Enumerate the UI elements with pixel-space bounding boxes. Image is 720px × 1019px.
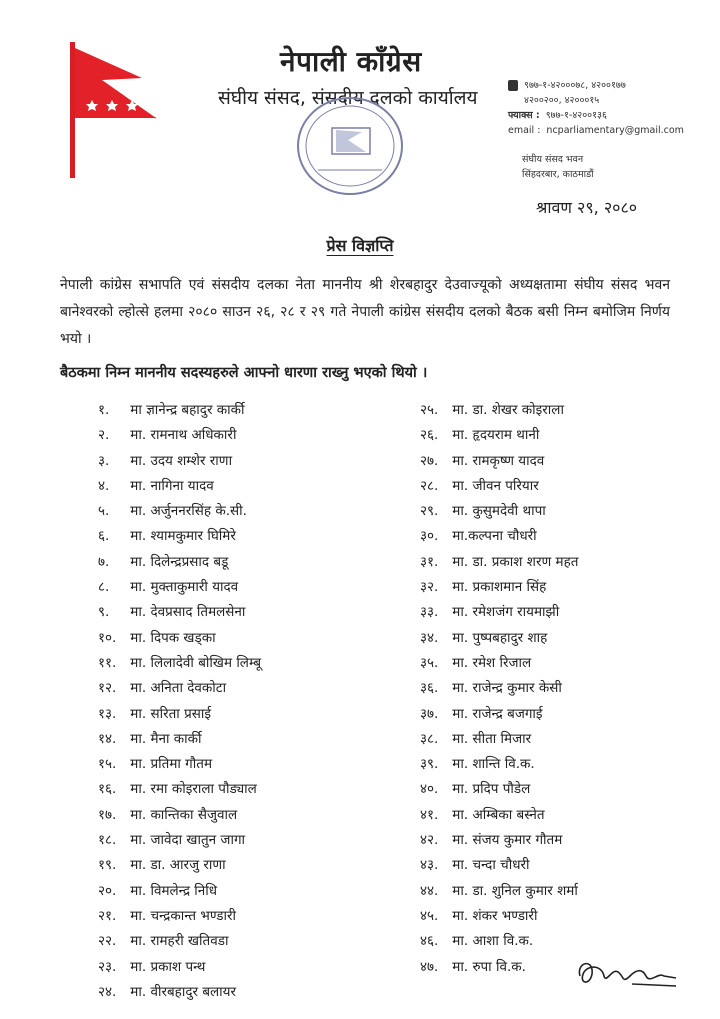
member-number: ३१. xyxy=(420,553,439,570)
member-number: १६. xyxy=(98,781,117,798)
attendance-title: बैठकमा निम्न माननीय सदस्यहरुले आफ्नो धारणा राख्नु भएको थियो । xyxy=(60,365,428,381)
member-number: २८. xyxy=(420,477,439,494)
member-item xyxy=(98,803,261,828)
member-name: मा. रामकृष्ण यादव xyxy=(448,452,545,469)
member-name: मा. दिपक खड्का xyxy=(126,629,216,646)
member-name: मा. दिलेन्द्रप्रसाद बडू xyxy=(126,553,229,570)
member-name: मा. मुक्ताकुमारी यादव xyxy=(126,579,239,596)
member-name: मा. डा. शुनिल कुमार शर्मा xyxy=(448,882,578,899)
member-name: मा. विमलेन्द्र निधि xyxy=(126,882,218,899)
member-name: मा. लिलादेवी बोखिम लिम्बू xyxy=(126,654,262,671)
member-name: मा. डा. प्रकाश शरण महत xyxy=(448,553,579,570)
members-list-left xyxy=(98,398,261,1005)
member-item xyxy=(98,651,261,676)
member-item xyxy=(98,449,261,474)
member-name: मा. संजय कुमार गौतम xyxy=(448,832,563,849)
member-name: मा. अम्बिका बस्नेत xyxy=(448,806,545,823)
member-number: ३६. xyxy=(420,680,439,697)
member-name: मा. उदय शम्शेर राणा xyxy=(126,452,233,469)
member-number: ३४. xyxy=(420,629,439,646)
member-number: २२. xyxy=(98,933,117,950)
member-item xyxy=(98,702,261,727)
member-number: ७. xyxy=(98,553,110,570)
member-number: ३५. xyxy=(420,654,439,671)
address-line-2: सिंहदरबार, काठमाडौं xyxy=(522,169,594,180)
member-name: मा. सरिता प्रसाई xyxy=(126,705,212,722)
member-name: मा. प्रकाशमान सिंह xyxy=(448,579,547,596)
member-item xyxy=(98,423,261,448)
member-name: मा. जावेदा खातुन जागा xyxy=(126,832,246,849)
member-number: १७. xyxy=(98,806,117,823)
member-name: मा. अर्जुननरसिंह के.सी. xyxy=(126,503,247,520)
member-number: १. xyxy=(98,402,110,418)
member-number: ५. xyxy=(98,503,110,520)
member-item xyxy=(420,752,578,777)
member-number: १९. xyxy=(98,857,117,874)
member-item xyxy=(420,828,578,853)
member-item xyxy=(98,499,261,524)
member-item xyxy=(98,879,261,904)
member-number: २६. xyxy=(420,427,439,444)
member-number: २. xyxy=(98,427,110,444)
contact-block xyxy=(508,78,713,138)
member-number: २०. xyxy=(98,882,117,899)
member-name: मा. रुपा वि.क. xyxy=(448,958,526,975)
member-name: मा. देवप्रसाद तिमलसेना xyxy=(126,604,246,621)
member-item xyxy=(98,398,261,423)
member-item xyxy=(420,777,578,802)
member-name: मा. राजेन्द्र कुमार केसी xyxy=(448,680,562,697)
member-item xyxy=(420,803,578,828)
member-number: १२. xyxy=(98,680,117,697)
member-name: मा. रामहरी खतिवडा xyxy=(126,933,229,950)
email-address: ncparliamentary@gmail.com xyxy=(546,125,684,136)
member-item xyxy=(420,651,578,676)
member-number: ४६. xyxy=(420,933,439,950)
member-item xyxy=(420,626,578,651)
member-item xyxy=(420,449,578,474)
member-name: मा. पुष्पबहादुर शाह xyxy=(448,629,548,646)
member-item xyxy=(420,702,578,727)
member-name: मा. प्रतिमा गौतम xyxy=(126,756,213,773)
member-number: २३. xyxy=(98,958,117,975)
member-item xyxy=(420,524,578,549)
member-item xyxy=(98,828,261,853)
member-item xyxy=(98,626,261,651)
member-name: मा. रमेश रिजाल xyxy=(448,654,532,671)
member-name: मा. चन्द्रकान्त भण्डारी xyxy=(126,907,237,924)
member-item xyxy=(420,676,578,701)
member-item xyxy=(98,575,261,600)
member-item xyxy=(420,575,578,600)
document-heading: प्रेस विज्ञप्ति xyxy=(326,236,394,255)
member-name: मा. चन्दा चौधरी xyxy=(448,857,530,874)
phone-numbers-2: ४२००२००, ४२०००१५ xyxy=(524,95,600,106)
member-name: मा. जीवन परियार xyxy=(448,477,539,494)
member-item xyxy=(98,474,261,499)
member-number: ३८. xyxy=(420,730,439,747)
member-item xyxy=(420,929,578,954)
phone-icon xyxy=(508,80,518,91)
member-number: ३२. xyxy=(420,579,439,596)
member-item xyxy=(420,955,578,980)
member-number: १३. xyxy=(98,705,117,722)
flag-icon xyxy=(64,40,174,180)
member-name: मा. शान्ति वि.क. xyxy=(448,756,535,773)
member-item xyxy=(98,600,261,625)
member-name: मा. श्यामकुमार घिमिरे xyxy=(126,528,236,545)
member-number: १४. xyxy=(98,730,117,747)
seal-stamp xyxy=(288,90,418,200)
member-item xyxy=(98,853,261,878)
member-number: ६. xyxy=(98,528,110,545)
member-number: ८. xyxy=(98,579,110,596)
phone-numbers: ९७७-१-४२०००७८, ४२००१७७ xyxy=(524,80,626,91)
member-item xyxy=(420,853,578,878)
member-number: २४. xyxy=(98,983,117,1000)
member-number: ४३. xyxy=(420,857,439,874)
member-number: २७. xyxy=(420,452,439,469)
member-number: १५. xyxy=(98,756,117,773)
member-number: १०. xyxy=(98,629,117,646)
member-name: मा. कान्तिका सैजुवाल xyxy=(126,806,238,823)
member-name: मा. शंकर भण्डारी xyxy=(448,907,538,924)
member-name: मा. अनिता देवकोटा xyxy=(126,680,227,697)
member-name: मा. रमेशजंग रायमाझी xyxy=(448,604,560,621)
member-number: ४५. xyxy=(420,907,439,924)
member-number: ३. xyxy=(98,452,110,469)
member-name: मा. कुसुमदेवी थापा xyxy=(448,503,546,520)
member-number: १८. xyxy=(98,832,117,849)
member-item xyxy=(98,955,261,980)
member-number: ४२. xyxy=(420,832,439,849)
organization-subtitle: संघीय संसद, संसदीय दलको कार्यालय xyxy=(218,87,478,109)
member-name: मा. नागिना यादव xyxy=(126,477,214,494)
member-name: मा ज्ञानेन्द्र बहादुर कार्की xyxy=(126,402,245,418)
organization-name: नेपाली काँग्रेस xyxy=(280,45,422,78)
member-item xyxy=(420,879,578,904)
member-number: ३७. xyxy=(420,705,439,722)
members-list-right xyxy=(420,398,578,980)
body-paragraph: नेपाली कांग्रेस सभापति एवं संसदीय दलका नेता माननीय श्री शेरबहादुर देउवाज्यूको अध्यक्षतामा संघीय संसद भवन बानेश्वरको ल्होत्से हलमा २०८० साउन २६, २८ र २९ गते नेपाली कांग्रेस संसदीय दलको बैठक बसी निम्न बमोजिम निर्णय भयो । xyxy=(60,277,670,347)
member-name: मा. आशा वि.क. xyxy=(448,933,534,950)
member-number: २५. xyxy=(420,402,439,418)
member-item xyxy=(98,752,261,777)
member-item xyxy=(420,398,578,423)
email-label: email : xyxy=(508,125,541,136)
member-name: मा. डा. शेखर कोइराला xyxy=(448,402,564,418)
member-item xyxy=(98,727,261,752)
member-name: मा. सीता मिजार xyxy=(448,730,532,747)
member-name: मा. रामनाथ अधिकारी xyxy=(126,427,237,444)
member-name: मा. मैना कार्की xyxy=(126,730,202,747)
member-item xyxy=(98,550,261,575)
member-number: ४७. xyxy=(420,958,439,975)
member-item xyxy=(98,676,261,701)
member-name: मा. प्रदिप पौडेल xyxy=(448,781,531,798)
member-number: ४१. xyxy=(420,806,439,823)
member-number: ४०. xyxy=(420,781,439,798)
member-item xyxy=(98,777,261,802)
member-name: मा. हृदयराम थानी xyxy=(448,427,540,444)
member-item xyxy=(98,524,261,549)
member-number: ३०. xyxy=(420,528,439,545)
member-name: मा. प्रकाश पन्थ xyxy=(126,958,206,975)
member-item xyxy=(98,904,261,929)
fax-label: फ्याक्स : xyxy=(508,110,540,121)
member-name: मा. रमा कोइराला पौड्याल xyxy=(126,781,257,798)
member-number: ३९. xyxy=(420,756,439,773)
member-item xyxy=(420,499,578,524)
member-item xyxy=(420,727,578,752)
member-name: मा. राजेन्द्र बजगाई xyxy=(448,705,543,722)
member-number: २१. xyxy=(98,907,117,924)
member-name: मा. वीरबहादुर बलायर xyxy=(126,983,237,1000)
member-name: मा.कल्पना चौधरी xyxy=(448,528,537,545)
address-block xyxy=(522,152,594,182)
signature xyxy=(572,954,682,994)
member-item xyxy=(420,550,578,575)
document-date: श्रावण २९, २०८० xyxy=(536,198,638,217)
member-name: मा. डा. आरजु राणा xyxy=(126,857,226,874)
member-item xyxy=(420,904,578,929)
member-number: २९. xyxy=(420,503,439,520)
member-item xyxy=(98,980,261,1005)
member-number: ३३. xyxy=(420,604,439,621)
member-item xyxy=(420,423,578,448)
member-number: ९. xyxy=(98,604,110,621)
fax-number: ९७७-१-४२००१३६ xyxy=(545,110,607,121)
member-item xyxy=(420,600,578,625)
member-number: ११. xyxy=(98,654,117,671)
member-number: ४. xyxy=(98,477,110,494)
member-number: ४४. xyxy=(420,882,439,899)
member-item xyxy=(420,474,578,499)
member-item xyxy=(98,929,261,954)
address-line-1: संघीय संसद भवन xyxy=(522,154,584,165)
